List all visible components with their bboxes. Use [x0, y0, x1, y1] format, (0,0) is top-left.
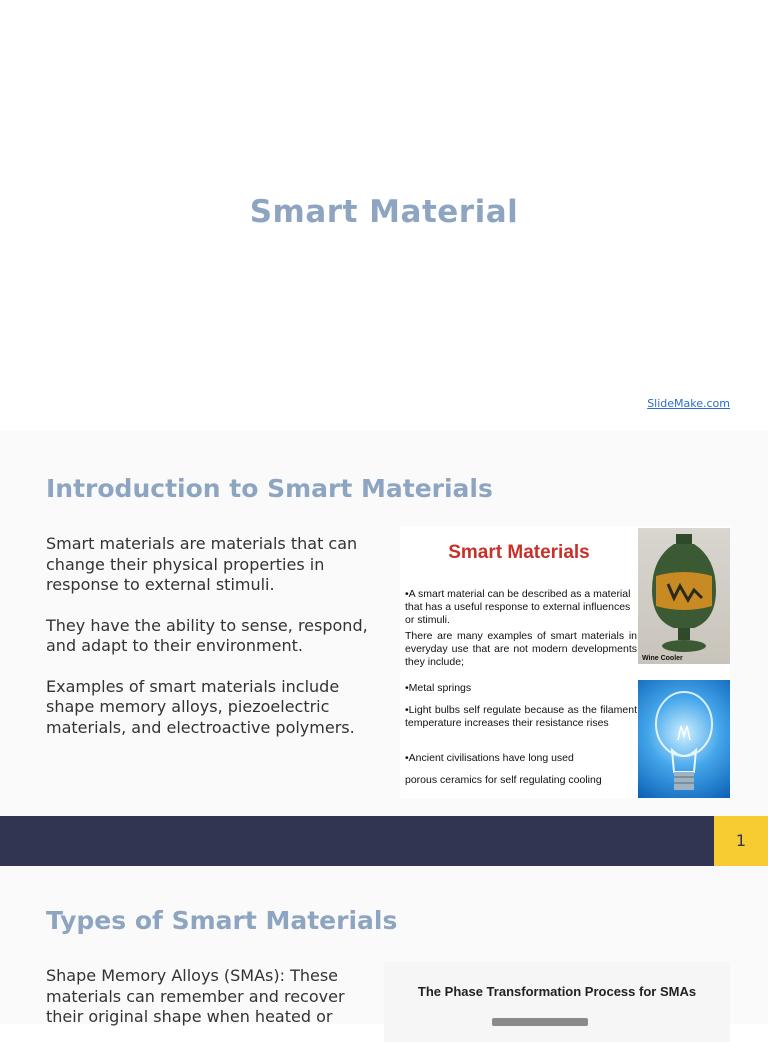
light-bulb-icon — [638, 680, 730, 798]
sma-phase-diagram — [384, 962, 730, 1042]
slide-heading: Types of Smart Materials — [46, 906, 398, 935]
diagram-shape — [492, 1018, 588, 1026]
image-text-line: •A smart material can be described as a material that has a useful response to external influences or stimuli. — [405, 588, 631, 626]
image-title: Smart Materials — [448, 542, 590, 563]
diagram-title: The Phase Transformation Process for SMAs — [417, 984, 697, 999]
image-text-line: There are many examples of smart materials in everyday use that are not modern developments they include; — [405, 630, 637, 668]
types-slide — [0, 866, 768, 1024]
vase-icon — [638, 528, 730, 664]
slide-page-number: 1 — [714, 816, 768, 866]
smart-materials-image — [400, 526, 730, 798]
wine-cooler-photo — [638, 528, 730, 664]
slidemake-link[interactable]: SlideMake.com — [647, 397, 730, 410]
slide-body: Shape Memory Alloys (SMAs): These materials can remember and recover their original shape when heated or — [46, 966, 345, 1026]
slide-footer-bar — [0, 816, 714, 866]
image-text-line: •Light bulbs self regulate because as the filament temperature increases their resistance rises — [405, 704, 637, 729]
presentation-title: Smart Material — [249, 194, 519, 230]
image-text-line: •Metal springs — [405, 682, 472, 694]
body-paragraph: They have the ability to sense, respond, and adapt to their environment. — [46, 615, 368, 655]
title-slide — [0, 0, 768, 430]
image-text-line: porous ceramics for self regulating cooling — [405, 774, 602, 786]
slide-body — [46, 534, 386, 758]
intro-slide — [0, 430, 768, 865]
light-bulb-photo — [638, 680, 730, 798]
image-text-line: •Ancient civilisations have long used — [405, 752, 574, 764]
body-paragraph: Examples of smart materials include shape memory alloys, piezoelectric materials, and electroactive polymers. — [46, 676, 355, 737]
body-paragraph: Smart materials are materials that can change their physical properties in response to external stimuli. — [46, 534, 358, 594]
vase-caption: Wine Cooler — [642, 655, 683, 662]
slide-heading: Introduction to Smart Materials — [46, 474, 493, 503]
